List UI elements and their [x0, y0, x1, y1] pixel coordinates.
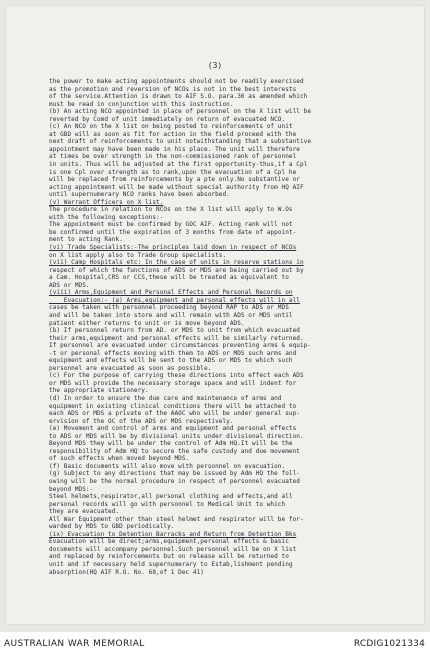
document-line-text: ADS or MDS.: [49, 281, 90, 289]
document-line-text: with the following exceptions:-: [49, 213, 164, 221]
document-line: [49, 304, 394, 312]
document-line-text: a Cam. Hospital,CRS or CCS,these will be treated as equivalent to: [49, 274, 289, 282]
document-line: [49, 410, 394, 418]
document-line-text: and will be taken into store and will remain with ADS or MDS until: [49, 311, 293, 319]
document-line-text: as the promotion and reversion of NCOs is not in the best interests: [49, 85, 297, 93]
document-line: [49, 493, 394, 501]
document-line: [49, 523, 394, 531]
document-line-text: appointment may have been made in his place. The unit will therefore: [49, 145, 300, 153]
document-line-text: until supernumerary NCO ranks have been absorbed.: [49, 191, 230, 199]
document-line: [49, 501, 394, 509]
document-line: [49, 214, 394, 222]
document-line-text: at times be over strength in the non-commissioned rank of personnel: [49, 153, 297, 161]
document-line-text: on X list apply also to Trade Group specialists.: [49, 251, 227, 259]
document-line-text: (f) Basic documents will also move with personnel on evacuation.: [49, 462, 286, 470]
document-line: [49, 161, 394, 169]
document-line-text: the power to make acting appointments should not be readily exercised: [49, 78, 304, 85]
document-line-text: equipment in existing clinical conditions there will be attached to: [49, 402, 297, 410]
document-line-text: each ADS or MDS a private of the AAOC who will be under general sup-: [49, 410, 300, 418]
document-line: [49, 372, 394, 380]
document-line-text: (e) Movement and control of arms and equipment and personal effects: [49, 425, 297, 433]
document-line: [49, 470, 394, 478]
document-line: [49, 116, 394, 124]
document-line: [49, 101, 394, 109]
document-line-text: in units. Thus will be adjusted at the first opportunity-thus,if a Cpl: [49, 161, 308, 169]
document-line-text: acting appointment will be made without special authority from HQ AIF: [49, 183, 304, 191]
document-line: [49, 184, 394, 192]
document-line: [49, 206, 394, 214]
document-line-text: Beyond MDS they will be under the control of Adm HQ.It will be the: [49, 440, 293, 448]
document-line-text: (viii) Arms,Equipment and Personal Effects and Personal Records on: [49, 289, 293, 297]
document-line-text: to ADS or MDS will be by divisional units under divisional direction.: [49, 432, 304, 440]
document-line: [49, 138, 394, 146]
document-line-text: Steel helmets,respirator,all personal clothing and effects,and all: [49, 493, 293, 501]
document-line: [49, 365, 394, 373]
document-line: [49, 289, 394, 297]
document-line-text: (vii) Camp Hospitals etc: In the case of units in reserve stations in: [49, 259, 304, 267]
document-line-text: be confirmed until the expiration of 3 months from date of appoint-: [49, 228, 297, 236]
document-line-text: owing will be the normal procedure in respect of personnel evacuated: [49, 477, 300, 485]
document-line-text: The appointment must be confirmed by GOC AIF. Acting rank will not: [49, 221, 293, 229]
document-line: [49, 335, 394, 343]
document-line: [49, 478, 394, 486]
document-line-text: must be read in conjunction with this instruction.: [49, 100, 234, 108]
document-line-text: Evacuation will be direct;arms,equipment,personal effects & basic: [49, 538, 289, 546]
document-line-text: (d) In order to ensure the due care and maintenance of arms and: [49, 394, 282, 402]
document-line: [49, 357, 394, 365]
record-id: RCDIG1021334: [353, 639, 425, 649]
document-line: [49, 516, 394, 524]
document-line-text: personnel are evacuated as soon as possible.: [49, 364, 212, 372]
document-line: [49, 236, 394, 244]
document-line: [49, 282, 394, 290]
document-line: [49, 440, 394, 448]
document-line-text: warded by MDS to GBD periodically.: [49, 523, 175, 531]
document-line: [49, 320, 394, 328]
document-line-text: documents will accompany personnel.Such personnel will be on X list: [49, 545, 297, 553]
document-line: [49, 546, 394, 554]
document-line-text: -t or personal effects moving with them to ADS or MDS such arms and: [49, 349, 297, 357]
document-line-text: Evacuation:- (a) Arms,equipment and personal effects will in all: [49, 296, 300, 304]
document-body: [49, 78, 394, 576]
page-number: (3): [207, 61, 223, 70]
document-line: [49, 86, 394, 94]
document-line: [49, 259, 394, 267]
document-line: [49, 455, 394, 463]
document-line: [49, 463, 394, 471]
document-line-text: will be replaced from reinforcements by a pte only.No substantive or: [49, 176, 300, 184]
document-line: [49, 538, 394, 546]
footer-bar: [0, 632, 430, 654]
document-line: [49, 403, 394, 411]
document-line: [49, 395, 394, 403]
document-line-text: they are evacuated.: [49, 508, 120, 516]
document-line-text: (c) An NCO on the X list on being posted to reinforcements of unit: [49, 123, 293, 131]
document-line-text: or MDS will provide the necessary storage space and will indent for: [49, 379, 297, 387]
document-line: [49, 425, 394, 433]
document-line: [49, 312, 394, 320]
archive-name: AUSTRALIAN WAR MEMORIAL: [4, 639, 145, 649]
document-line: [49, 433, 394, 441]
document-line: [49, 569, 394, 577]
document-line-text: cases be taken with personnel proceeding beyond RAP to ADS or MDS: [49, 304, 289, 312]
document-line-text: All War Equipment other than steel helmet and respirator will be for-: [49, 515, 304, 523]
document-line-text: (ix) Evacuation to Detention Barracks and Return from Detention Bks: [49, 530, 297, 538]
document-line: [49, 131, 394, 139]
document-line: [49, 244, 394, 252]
document-line: [49, 153, 394, 161]
document-line: [49, 169, 394, 177]
document-line: [49, 561, 394, 569]
document-line-text: responsibility of Adm HQ to secure the safe custody and due movement: [49, 447, 300, 455]
document-line-text: absorption(HQ AIF R.O. No. 68,of 1 Dec 41): [49, 568, 205, 576]
document-line-text: The procedure in relation to NCOs on the X list will apply to W.Os: [49, 206, 293, 214]
document-line-text: equipment and effects will be sent to the ADS or MDS to which such: [49, 357, 293, 365]
document-line: [49, 380, 394, 388]
document-line: [49, 531, 394, 539]
document-line-text: respect of which the functions of ADS or MDS are being carried out by: [49, 266, 304, 274]
document-line-text: ment to acting Rank.: [49, 236, 123, 244]
document-line: [49, 267, 394, 275]
document-page: [6, 6, 424, 624]
document-line-text: If personnel are evacuated under circumstances preventing arms & equip-: [49, 342, 312, 350]
document-line: [49, 553, 394, 561]
document-line: [49, 327, 394, 335]
document-line-text: next draft of reinforcements to unit notwithstanding that a substantive: [49, 138, 312, 146]
document-line-text: (c) For the purpose of carrying these directions into effect each ADS: [49, 372, 304, 380]
document-line-text: (v) Warrant Officers on X list.: [49, 198, 164, 206]
document-line: [49, 229, 394, 237]
document-line-text: (b) An acting NCO appointed in place of personnel on the X list will be: [49, 108, 312, 116]
document-line: [49, 199, 394, 207]
document-line: [49, 486, 394, 494]
document-line: [49, 191, 394, 199]
document-line: [49, 221, 394, 229]
document-line: [49, 342, 394, 350]
document-line: [49, 418, 394, 426]
document-line: [49, 146, 394, 154]
document-line-text: reverted by Comd of unit immediately on return of evacuated NCO.: [49, 115, 286, 123]
document-line: [49, 297, 394, 305]
document-line: [49, 108, 394, 116]
document-line: [49, 448, 394, 456]
document-line-text: the appropriate stationery.: [49, 387, 149, 395]
document-line-text: at GBD will as soon as fit for action in the field proceed with the: [49, 130, 297, 138]
document-line-text: personal records will go with personnel to Medical Unit to which: [49, 500, 286, 508]
document-line: [49, 123, 394, 131]
document-line-text: unit and if necessary held supernumerary to Estab,lishment pending: [49, 561, 293, 568]
document-line-text: of such effects when moved beyond MDS.: [49, 455, 190, 463]
document-line-text: and replaced by reinforcements but on release will be returned to: [49, 553, 289, 561]
document-line: [49, 252, 394, 260]
document-line: [49, 387, 394, 395]
document-line-text: beyond MDS:-: [49, 485, 94, 493]
document-line-text: patient either returns to unit or is move beyond ADS.: [49, 319, 245, 327]
document-line-text: their arms,equipment and personal effects will be similarly returned.: [49, 334, 304, 342]
document-line-text: of the service.Attention is drawn to AIF S.O. para.36 as amended which: [49, 93, 308, 101]
document-line-text: (b) If personnel return from AD. or MDS to unit from which evacuated: [49, 327, 300, 335]
document-line: [49, 93, 394, 101]
document-line-text: ervision of the OC of the ADS or MDS respectively.: [49, 417, 234, 425]
document-line: [49, 78, 394, 86]
document-line: [49, 176, 394, 184]
document-line-text: is one Cpl over strength as to rank,upon the evacuation of a Cpl he: [49, 168, 297, 176]
document-line: [49, 274, 394, 282]
document-line-text: (g) Subject to any directions that may be issued by Adm HQ the foll-: [49, 470, 300, 478]
document-line: [49, 508, 394, 516]
document-line: [49, 350, 394, 358]
document-line-text: (vi) Trade Specialists:-The principles laid down in respect of NCOs: [49, 244, 297, 252]
